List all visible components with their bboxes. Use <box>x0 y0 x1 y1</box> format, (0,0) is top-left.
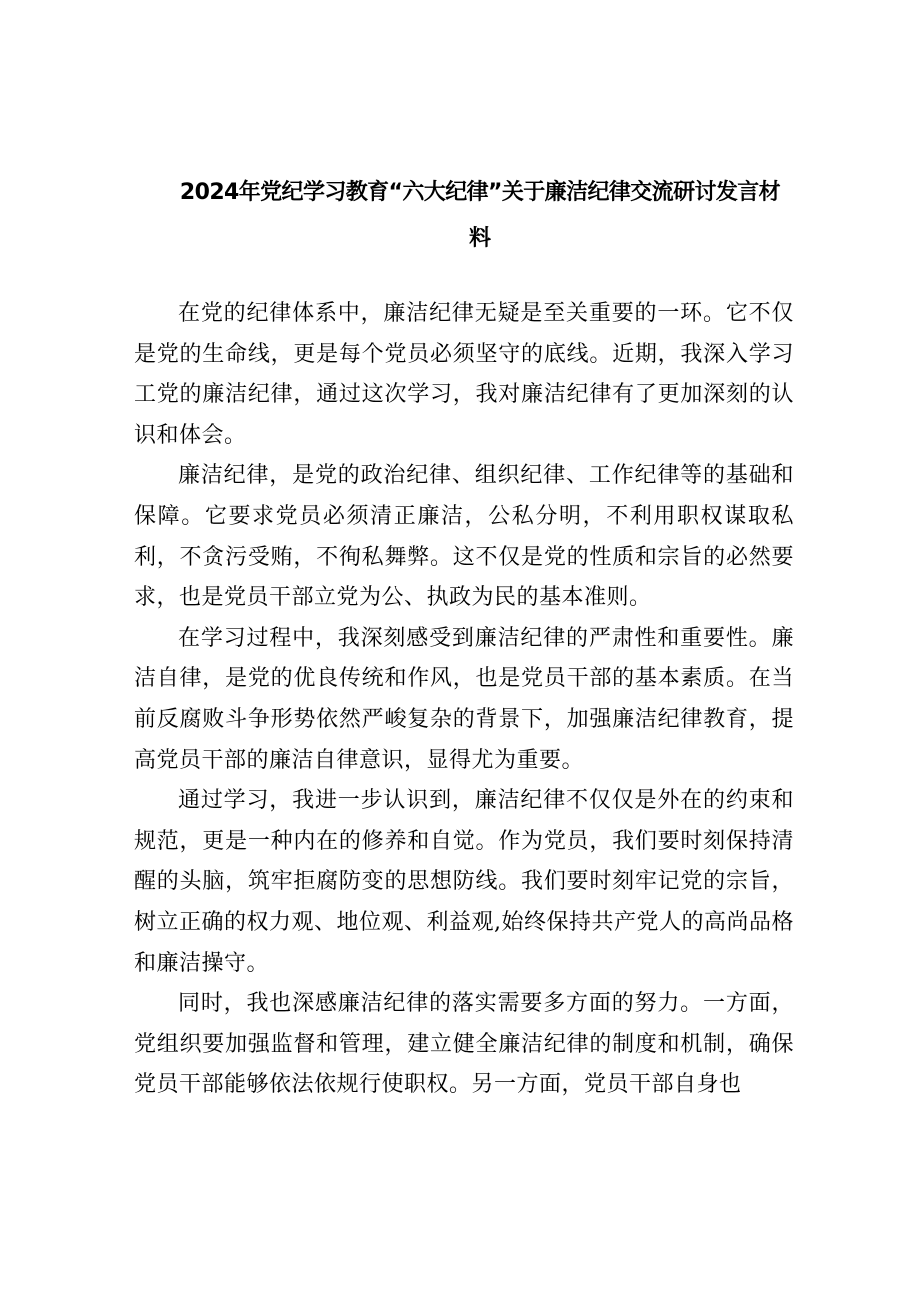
document-body <box>134 294 794 1106</box>
paragraph-5: 同时，我也深感廉洁纪律的落实需要多方面的努力。一方面，党组织要加强监督和管理，建立健全廉洁纪律的制度和机制，确保党员干部能够依法依规行使职权。另一方面，党员干部自身也 <box>134 991 794 1098</box>
paragraph-1: 在党的纪律体系中，廉洁纪律无疑是至关重要的一环。它不仅是党的生命线，更是每个党员必须坚守的底线。近期，我深入学习工党的廉洁纪律，通过这次学习，我对廉洁纪律有了更加深刻的认识和体会。 <box>134 301 794 448</box>
paragraph-4: 通过学习，我进一步认识到，廉洁纪律不仅仅是外在的约束和规范，更是一种内在的修养和自觉。作为党员，我们要时刻保持清醒的头脑，筑牢拒腐防变的思想防线。我们要时刻牢记党的宗旨，树立正确的权力观、地位观、利益观,始终保持共产党人的高尚品格和廉洁操守。 <box>134 788 794 976</box>
paragraph-2: 廉洁纪律，是党的政治纪律、组织纪律、工作纪律等的基础和保障。它要求党员必须清正廉洁，公私分明，不利用职权谋取私利，不贪污受贿，不徇私舞弊。这不仅是党的性质和宗旨的必然要求，也是党员干部立党为公、执政为民的基本准则。 <box>134 463 794 611</box>
paragraph-3: 在学习过程中，我深刻感受到廉洁纪律的严肃性和重要性。廉洁自律，是党的优良传统和作风，也是党员干部的基本素质。在当前反腐败斗争形势依然严峻复杂的背景下，加强廉洁纪律教育，提高党员干部的廉洁自律意识，显得尤为重要。 <box>134 625 794 773</box>
title-line-1: 2024年党纪学习教育“六大纪律”关于廉洁纪律交流研讨发言材 <box>179 180 781 205</box>
document-title <box>150 170 810 262</box>
title-line-2: 料 <box>468 226 491 251</box>
